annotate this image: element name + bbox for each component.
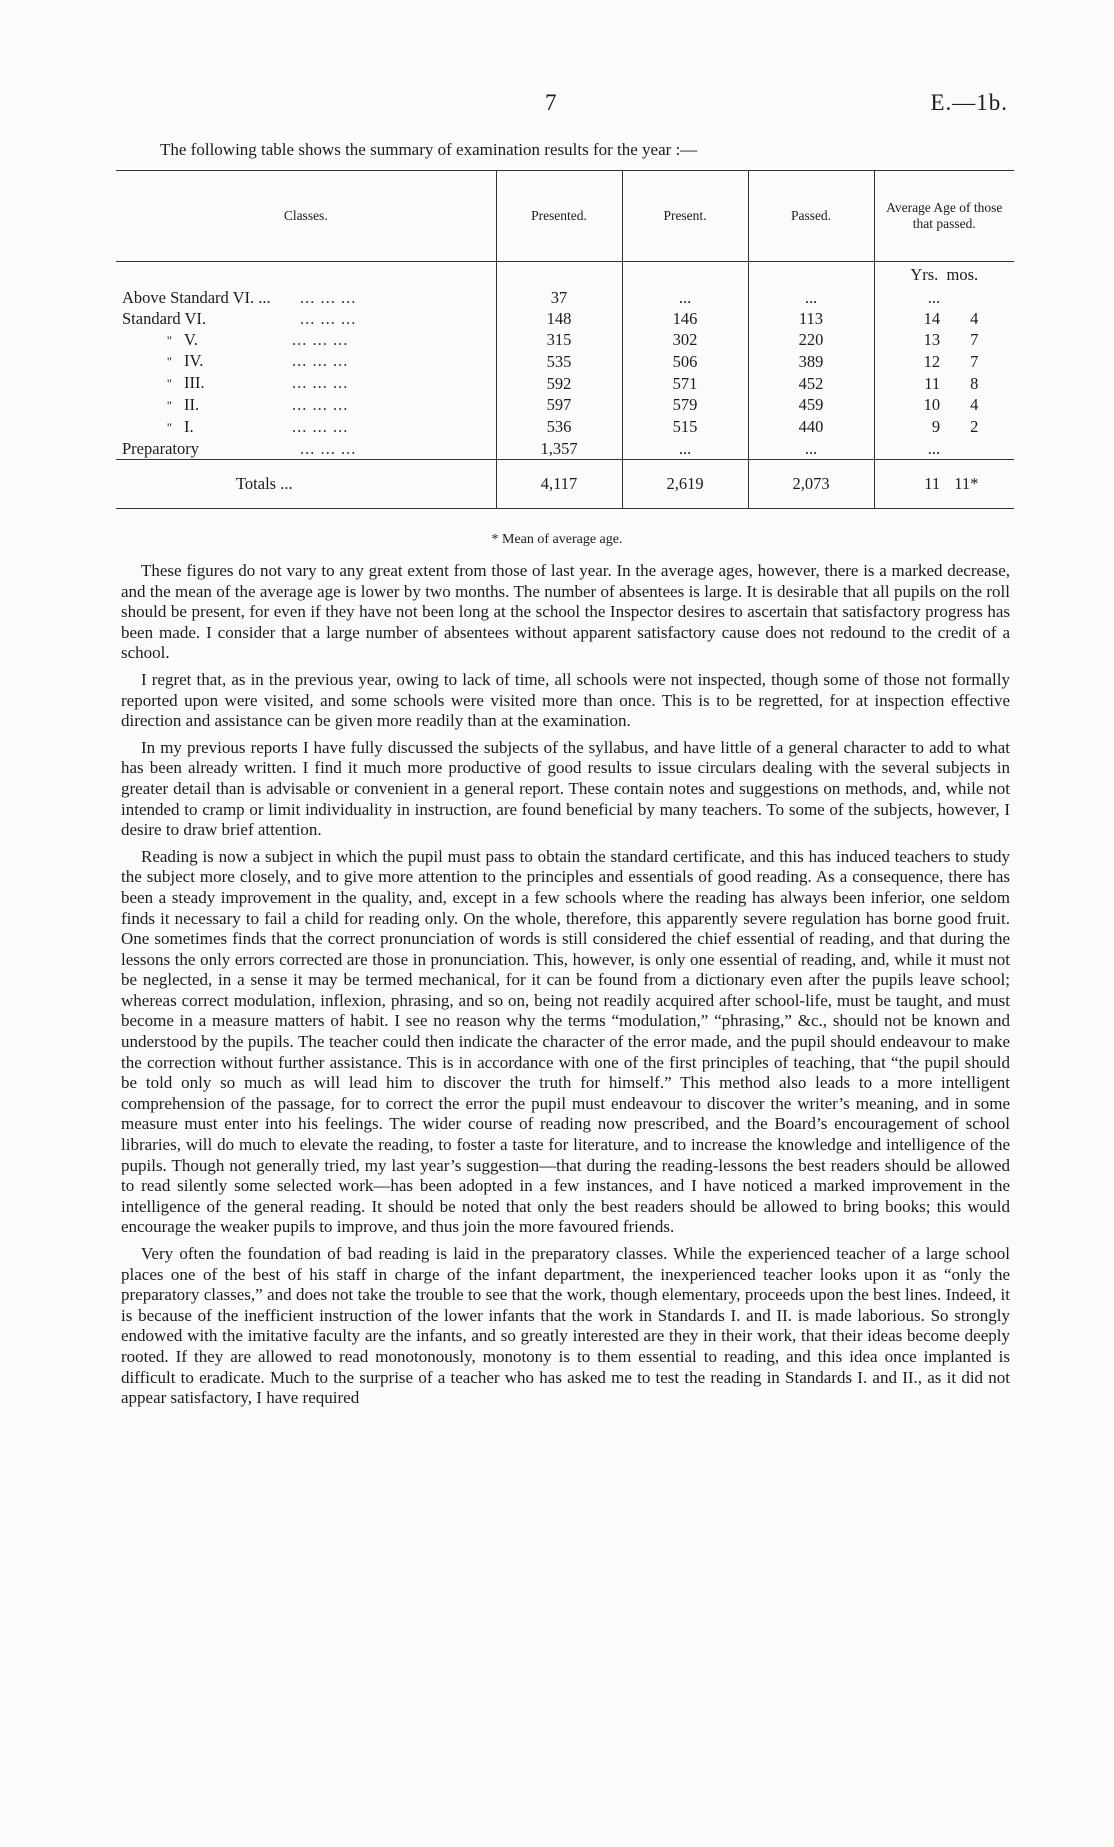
passed-cell: ... — [748, 439, 874, 460]
average-age-cell: ... — [874, 439, 1014, 460]
presented-cell: 597 — [496, 395, 622, 417]
presented-cell: 37 — [496, 288, 622, 309]
table-row — [116, 288, 1014, 309]
paragraph: Very often the foundation of bad reading is laid in the preparatory classes. While the experienced teacher of a large school places one of the best of his staff in charge of the infant department, the inexperienced teacher looks upon it as “only the preparatory classes,” and does not take the trouble to see that the work, though elementary, proceeds upon the best lines. Indeed, it is because of the inefficient instruction of the lower infants that the work in Standards I. and II. is made laborious. So strongly endowed with the imitative faculty are the infants, and so greatly interested are they in their work, that their ideas become deeply rooted. If they are allowed to read monotonously, monotony is to them essential to reading, and this idea once implanted is difficult to eradicate. Much to the surprise of a teacher who has asked me to test the reading in Standards I. and II., as it did not appear satisfactory, I have required — [121, 1244, 1010, 1408]
average-age-cell: 12 7 — [874, 351, 1014, 373]
totals-presented: 4,117 — [496, 460, 622, 509]
column-header-average-age: Average Age of those that passed. — [874, 171, 1014, 262]
totals-average-age: 11 11* — [874, 460, 1014, 509]
column-header-presented: Presented. — [496, 171, 622, 262]
totals-passed: 2,073 — [748, 460, 874, 509]
present-cell: 571 — [622, 373, 748, 395]
table-row — [116, 309, 1014, 330]
present-cell: 302 — [622, 330, 748, 352]
table-row — [116, 351, 1014, 373]
class-cell: " IV. ... ... ... — [166, 351, 349, 371]
table-row — [116, 439, 1014, 460]
presented-cell: 535 — [496, 351, 622, 373]
class-cell: " I. ... ... ... — [166, 416, 349, 436]
totals-label: Totals ... — [236, 473, 293, 493]
table-row — [116, 330, 1014, 352]
passed-cell: 113 — [748, 309, 874, 330]
table-row — [116, 417, 1014, 439]
average-age-cell: ... — [874, 288, 1014, 309]
class-cell: " V. ... ... ... — [166, 329, 349, 349]
paragraph: In my previous reports I have fully discussed the subjects of the syllabus, and have little of a general character to add to what has been already written. I find it much more productive of good results to issue circulars dealing with the several subjects in greater detail than is advisable or convenient in a general report. These contain notes and suggestions on methods, and, while not intended to cramp or limit individuality in instruction, are found beneficial by many teachers. To some of the subjects, however, I desire to draw brief attention. — [121, 737, 1010, 840]
average-age-cell: 9 2 — [874, 417, 1014, 439]
presented-cell: 148 — [496, 309, 622, 330]
column-header-passed: Passed. — [748, 171, 874, 262]
paragraph: Reading is now a subject in which the pupil must pass to obtain the standard certificate, and this has induced teachers to study the subject more closely, and to give more attention to the principles and essentials of good reading. As a consequence, there has been a steady improvement in the quality, and, except in a few schools where the reading has always been inferior, one seldom finds it necessary to fail a child for reading only. On the whole, therefore, this apparently severe regulation has borne good fruit. One sometimes finds that the correct pronunciation of words is still considered the chief essential of reading, and that during the lessons the only errors corrected are those in pronunciation. This, however, is only one essential of reading, and, while it must not be neglected, in a sense it may be termed mechanical, for it can be found from a dictionary even after the pupils leave school; whereas correct modulation, inflexion, phrasing, and so on, being not readily acquired after school-life, must be taught, and must become in a measure matters of habit. I see no reason why the terms “modulation,” “phrasing,” &c., should not be known and understood by the pupils. The teacher could then indicate the character of the error made, and the pupil should endeavour to make the correction without further assistance. This is in accordance with one of the first principles of teaching, that “the pupil should be told only so much as will lead him to discover the truth for himself.” This method also leads to a more intelligent comprehension of the passage, for to correct the error the pupil must endeavour to discover the writer’s meaning, and in some measure must enter into his feelings. The wider course of reading now prescribed, and the Board’s encouragement of school libraries, will do much to elevate the reading, to foster a taste for literature, and to increase the knowledge and intelligence of the pupils. Though not generally tried, my last year’s suggestion—that during the reading-lessons the best readers should be allowed to read silently some selected work—has been adopted in a few instances, and I have noticed a marked improvement in the intelligence of the general reading. It should be noted that only the best readers should be allowed to bring books; this would encourage the weaker pupils to improve, and thus join the more favoured friends. — [121, 846, 1010, 1237]
page-header — [0, 90, 1114, 120]
examination-results-table — [116, 170, 1014, 509]
present-cell: ... — [622, 288, 748, 309]
column-header-classes: Classes. — [116, 171, 496, 262]
average-age-cell: 13 7 — [874, 330, 1014, 352]
table-header-row — [116, 171, 1014, 262]
present-cell: 506 — [622, 351, 748, 373]
passed-cell: 389 — [748, 351, 874, 373]
present-cell: 146 — [622, 309, 748, 330]
passed-cell: 220 — [748, 330, 874, 352]
units-row — [116, 262, 1014, 289]
presented-cell: 592 — [496, 373, 622, 395]
present-cell: ... — [622, 439, 748, 460]
column-header-present: Present. — [622, 171, 748, 262]
totals-present: 2,619 — [622, 460, 748, 509]
passed-cell: 440 — [748, 417, 874, 439]
average-age-cell: 10 4 — [874, 395, 1014, 417]
class-cell: Standard VI. ... ... ... — [122, 308, 357, 328]
class-cell: " III. ... ... ... — [166, 373, 349, 393]
passed-cell: 452 — [748, 373, 874, 395]
years-unit-label: Yrs. — [910, 264, 939, 284]
average-age-cell: 14 4 — [874, 309, 1014, 330]
present-cell: 579 — [622, 395, 748, 417]
months-unit-label: mos. — [946, 264, 979, 284]
class-cell: Preparatory ... ... ... — [122, 438, 357, 458]
presented-cell: 1,357 — [496, 439, 622, 460]
table-footnote: * Mean of average age. — [491, 532, 623, 547]
paragraph: I regret that, as in the previous year, owing to lack of time, all schools were not inspected, though some of those not formally reported upon were visited, and some schools were visited more than once. This is to be regretted, for at inspection effective direction and assistance can be given more readily than at the examination. — [121, 669, 1010, 731]
document-reference: E.—1b. — [930, 90, 1008, 115]
passed-cell: 459 — [748, 395, 874, 417]
class-cell: " II. ... ... ... — [166, 394, 349, 414]
table-intro: The following table shows the summary of examination results for the year :— — [160, 140, 698, 159]
passed-cell: ... — [748, 288, 874, 309]
page-number: 7 — [545, 90, 557, 115]
average-age-cell: 11 8 — [874, 373, 1014, 395]
report-body — [121, 561, 1010, 1415]
presented-cell: 315 — [496, 330, 622, 352]
present-cell: 515 — [622, 417, 748, 439]
table-row — [116, 395, 1014, 417]
table-row — [116, 373, 1014, 395]
paragraph: These figures do not vary to any great extent from those of last year. In the average ages, however, there is a marked decrease, and the mean of the average age is lower by two months. The number of absentees is large. It is desirable that all pupils on the roll should be present, for even if they have not been long at the school the Inspector desires to ascertain that satisfactory progress has been made. I consider that a large number of absentees without apparent satisfactory cause does not redound to the credit of a school. — [121, 561, 1010, 663]
presented-cell: 536 — [496, 417, 622, 439]
totals-row — [116, 460, 1014, 509]
class-cell: Above Standard VI. ... ... ... ... — [122, 288, 357, 307]
